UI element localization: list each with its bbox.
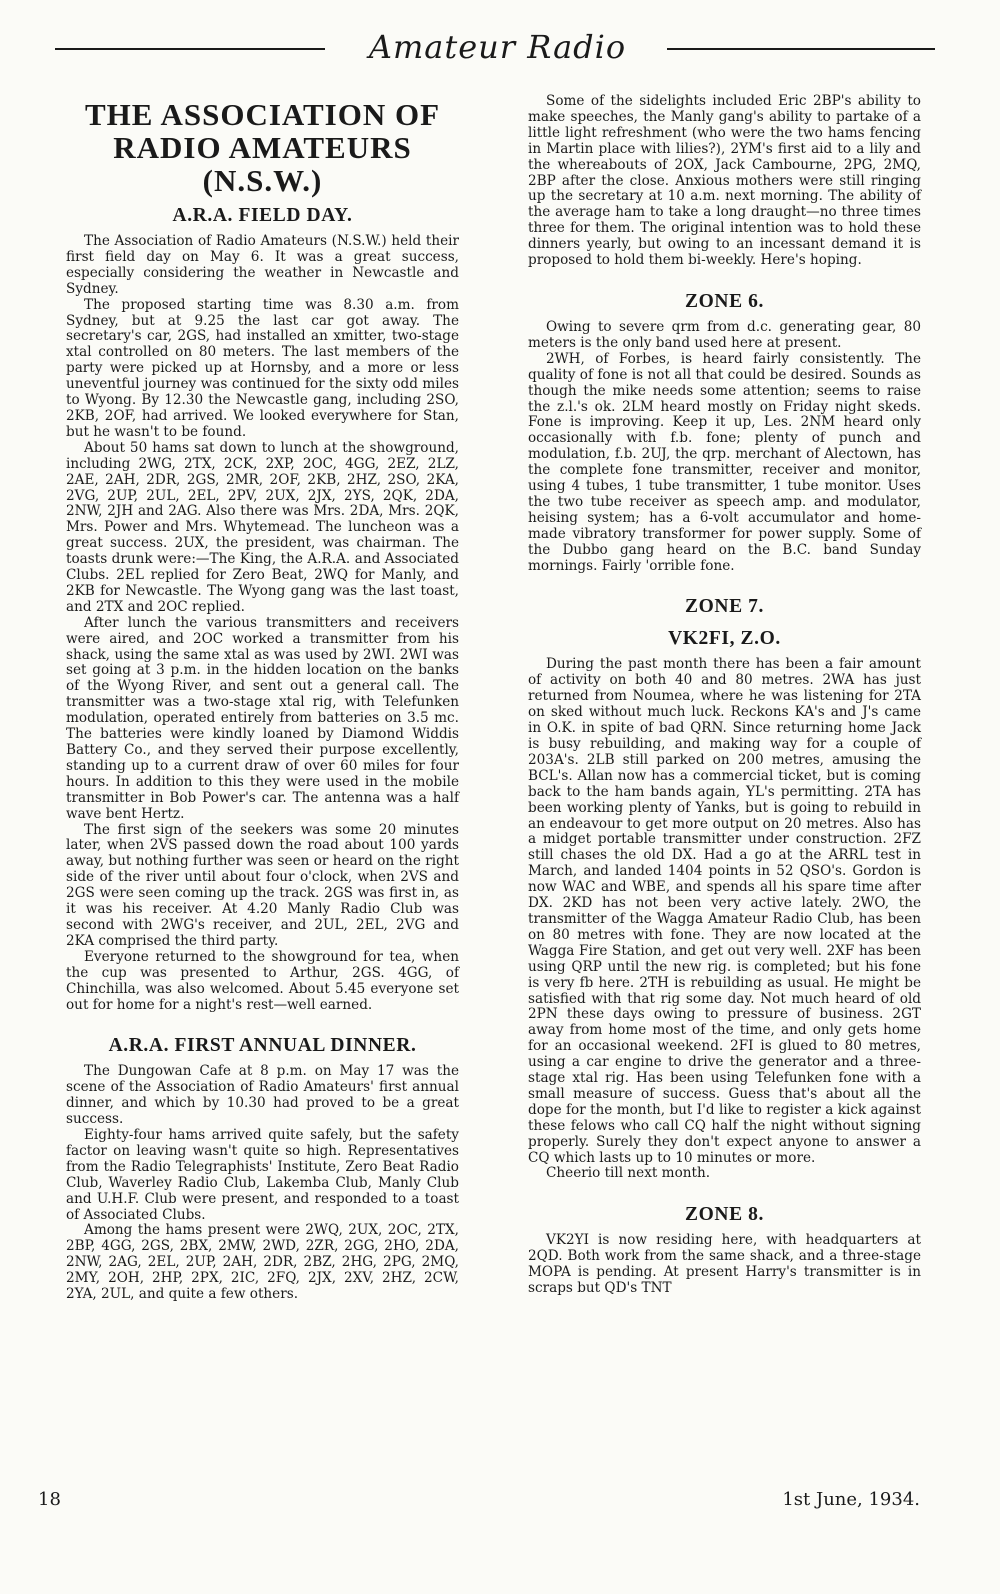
dinner-paragraph: The Dungowan Cafe at 8 p.m. on May 17 was the scene of the Association of Radio Amateurs' first annual dinner, and which by 10.30 had proved to be a great success. <box>66 1063 459 1128</box>
zone7-paragraph: During the past month there has been a fair amount of activity on both 40 and 80 metres. 2WA has just returned from Noumea, where he was listening for 2TA on sked without much luck. Reckons KA's and J's came in O.K. in spite of bad QRN. Since returning home Jack is busy rebuilding, and making way for a couple of 203A's. 2LB still parked on 200 metres, amusing the BCL's. Allan now has a commercial ticket, but is coming back to the ham bands again, YL's permitting. 2TA has been working plenty of Yanks, but is going to rebuild in an endeavour to get more output on 20 metres. Also has a midget portable transmitter under construction. 2FZ still chases the old DX. Had a go at the ARRL test in March, and landed 1404 points in 52 QSO's. Gordon is now WAC and WBE, and spends all his spare time after DX. 2KD has not been very active lately. 2WO, the transmitter of the Wagga Amateur Radio Club, has been on 80 metres with fone. They are now located at the Wagga Fire Station, and get out very well. 2XF has been using QRP until the new rig. is completed; but his fone is very fb here. 2TH is rebuilding as usual. He might be satisfied with that rig some day. Not much heard of old 2PN these days owing to pressure of business. 2GT away from home most of the time, and only gets home for an occasional weekend. 2FI is glued to 80 metres, using a car engine to drive the generator and a three-stage xtal rig. Has been using Telefunken fone with a small measure of success. Guess that's about all the dope for the month, but I'd like to register a kick against these felows who call CQ half the night without signing properly. Surely they don't expect anyone to answer a CQ which lasts up to 10 minutes or more. <box>528 656 921 1166</box>
field-day-paragraph: After lunch the various transmitters and receivers were aired, and 2OC worked a transmitter from his shack, using the same xtal as was used by 2WI. 2WI was set going at 3 p.m. in the hidden location on the banks of the Wyong River, and sent out a general call. The transmitter was a two-stage xtal rig, with Telefunken modulation, operated entirely from batteries on 3.5 mc. The batteries were kindly loaned by Diamond Widdis Battery Co., and they served their purpose excellently, standing up to a current draw of over 60 miles for four hours. In addition to this they were used in the mobile transmitter in Bob Power's car. The antenna was a half wave bent Hertz. <box>66 614 459 822</box>
masthead-rule-left <box>55 48 325 50</box>
dinner-heading: A.R.A. FIRST ANNUAL DINNER. <box>108 1035 417 1057</box>
page-number: 18 <box>38 1489 61 1510</box>
zone7-paragraph: Cheerio till next month. <box>546 1165 711 1182</box>
field-day-paragraph: Everyone returned to the showground for tea, when the cup was presented to Arthur, 2GS. 4GG, of Chinchilla, was also welcomed. About 5.45 everyone set out for home for a night's rest—well earned. <box>66 948 459 1013</box>
sidelights-paragraph: Some of the sidelights included Eric 2BP's ability to make speeches, the Manly gang's ability to partake of a little light refreshment (who were the two hams fencing in Martin place with lilies?), 2YM's first aid to a lily and the whereabouts of 2OX, Jack Cambourne, 2PG, 2MQ, 2BP after the close. Anxious mothers were still ringing up the secretary at 10 a.m. next morning. The ability of the average ham to take a long draught—no three times three for them. The original intention was to hold these dinners yearly, but owing to an incessant demand it is proposed to hold them bi-weekly. Here's hoping. <box>528 93 921 269</box>
dinner-paragraph: Eighty-four hams arrived quite safely, but the safety factor on leaving wasn't quite so high. Representatives from the Radio Telegraphists' Institute, Zero Beat Radio Club, Waverley Radio Club, Lakemba Club, Manly Club and U.H.F. Club were present, and responded to a toast of Associated Clubs. <box>66 1127 459 1223</box>
field-day-paragraph: The first sign of the seekers was some 20 minutes later, when 2VS passed down the road about 100 yards away, but nothing further was seen or heard on the right side of the river until about four o'clock, when 2VS and 2GS were seen coming up the track. 2GS was first in, as it was his receiver. At 4.20 Manly Radio Club was second with 2WG's receiver, and 2UL, 2EL, 2VG and 2KA comprised the third party. <box>66 821 459 949</box>
zone8-heading: ZONE 8. <box>685 1204 764 1226</box>
zone7-subheading: VK2FI, Z.O. <box>668 628 781 650</box>
masthead-rule-right <box>667 48 935 50</box>
zone8-paragraph: VK2YI is now residing here, with headquarters at 2QD. Both work from the same shack, and a three-stage MOPA is pending. At present Harry's transmitter is in scraps but QD's TNT <box>528 1232 921 1297</box>
zone7-heading: ZONE 7. <box>685 596 764 618</box>
article-title: THE ASSOCIATION OF RADIO AMATEURS (N.S.W.) <box>84 97 441 198</box>
zone6-heading: ZONE 6. <box>685 290 764 312</box>
left-column <box>66 94 459 1303</box>
field-day-paragraph: The proposed starting time was 8.30 a.m. from Sydney, but at 9.25 the last car got away. The secretary's car, 2GS, had installed an xmitter, two-stage xtal controlled on 80 meters. The last members of the party were picked up at Hornsby, and a more or less uneventful journey was continued for the sixty odd miles to Wyong. By 12.30 the Newcastle gang, including 2SO, 2KB, 2OF, had arrived. We looked everywhere for Stan, but he wasn't to be found. <box>66 296 459 440</box>
right-column <box>528 94 921 1297</box>
masthead <box>55 27 935 67</box>
field-day-paragraph: About 50 hams sat down to lunch at the showground, including 2WG, 2TX, 2CK, 2XP, 2OC, 4GG, 2EZ, 2LZ, 2AE, 2AH, 2DR, 2GS, 2MR, 2OF, 2KB, 2HZ, 2SO, 2KA, 2VG, 2UP, 2UL, 2EL, 2PV, 2UX, 2JX, 2YS, 2QK, 2DA, 2NW, 2JH and 2AG. Also there was Mrs. 2DA, Mrs. 2QK, Mrs. Power and Mrs. Whytemead. The luncheon was a great success. 2UX, the president, was chairman. The toasts drunk were:—The King, the A.R.A. and Associated Clubs. 2EL replied for Zero Beat, 2WQ for Manly, and 2KB for Newcastle. The Wyong gang was the last toast, and 2TX and 2OC replied. <box>66 439 459 615</box>
masthead-title: Amateur Radio <box>368 28 627 66</box>
zone6-paragraph: Owing to severe qrm from d.c. generating gear, 80 meters is the only band used here at present. <box>528 318 921 351</box>
field-day-heading: A.R.A. FIELD DAY. <box>172 205 353 226</box>
zone6-paragraph: 2WH, of Forbes, is heard fairly consistently. The quality of fone is not all that could be desired. Sounds as though the mike needs some attention; seems to raise the z.l.'s ok. 2LM heard mostly on Friday night skeds. Fone is improving. Keep it up, Les. 2NM heard only occasionally with f.b. fone; plenty of punch and modulation, f.b. 2UJ, the qrp. merchant of Alectown, has the complete fone transmitter, receiver and monitor, using 4 tubes, 1 tube transmitter, 1 tube monitor. Uses the two tube receiver as speech amp. and modulator, heising system; has a 6-volt accumulator and home-made vibratory transformer for power supply. Some of the Dubbo gang heard on the B.C. band Sunday mornings. Fairly 'orrible fone. <box>528 350 921 574</box>
dinner-paragraph: Among the hams present were 2WQ, 2UX, 2OC, 2TX, 2BP, 4GG, 2GS, 2BX, 2MW, 2WD, 2ZR, 2GG, 2HO, 2DA, 2NW, 2AG, 2EL, 2UP, 2AH, 2DR, 2BZ, 2HG, 2PG, 2MQ, 2MY, 2OH, 2HP, 2PX, 2IC, 2FQ, 2JX, 2XV, 2HZ, 2CW, 2YA, 2UL, and quite a few others. <box>66 1222 459 1303</box>
issue-date: 1st June, 1934. <box>782 1489 920 1510</box>
field-day-paragraph: The Association of Radio Amateurs (N.S.W.) held their first field day on May 6. It was a great success, especially considering the weather in Newcastle and Sydney. <box>66 233 459 297</box>
